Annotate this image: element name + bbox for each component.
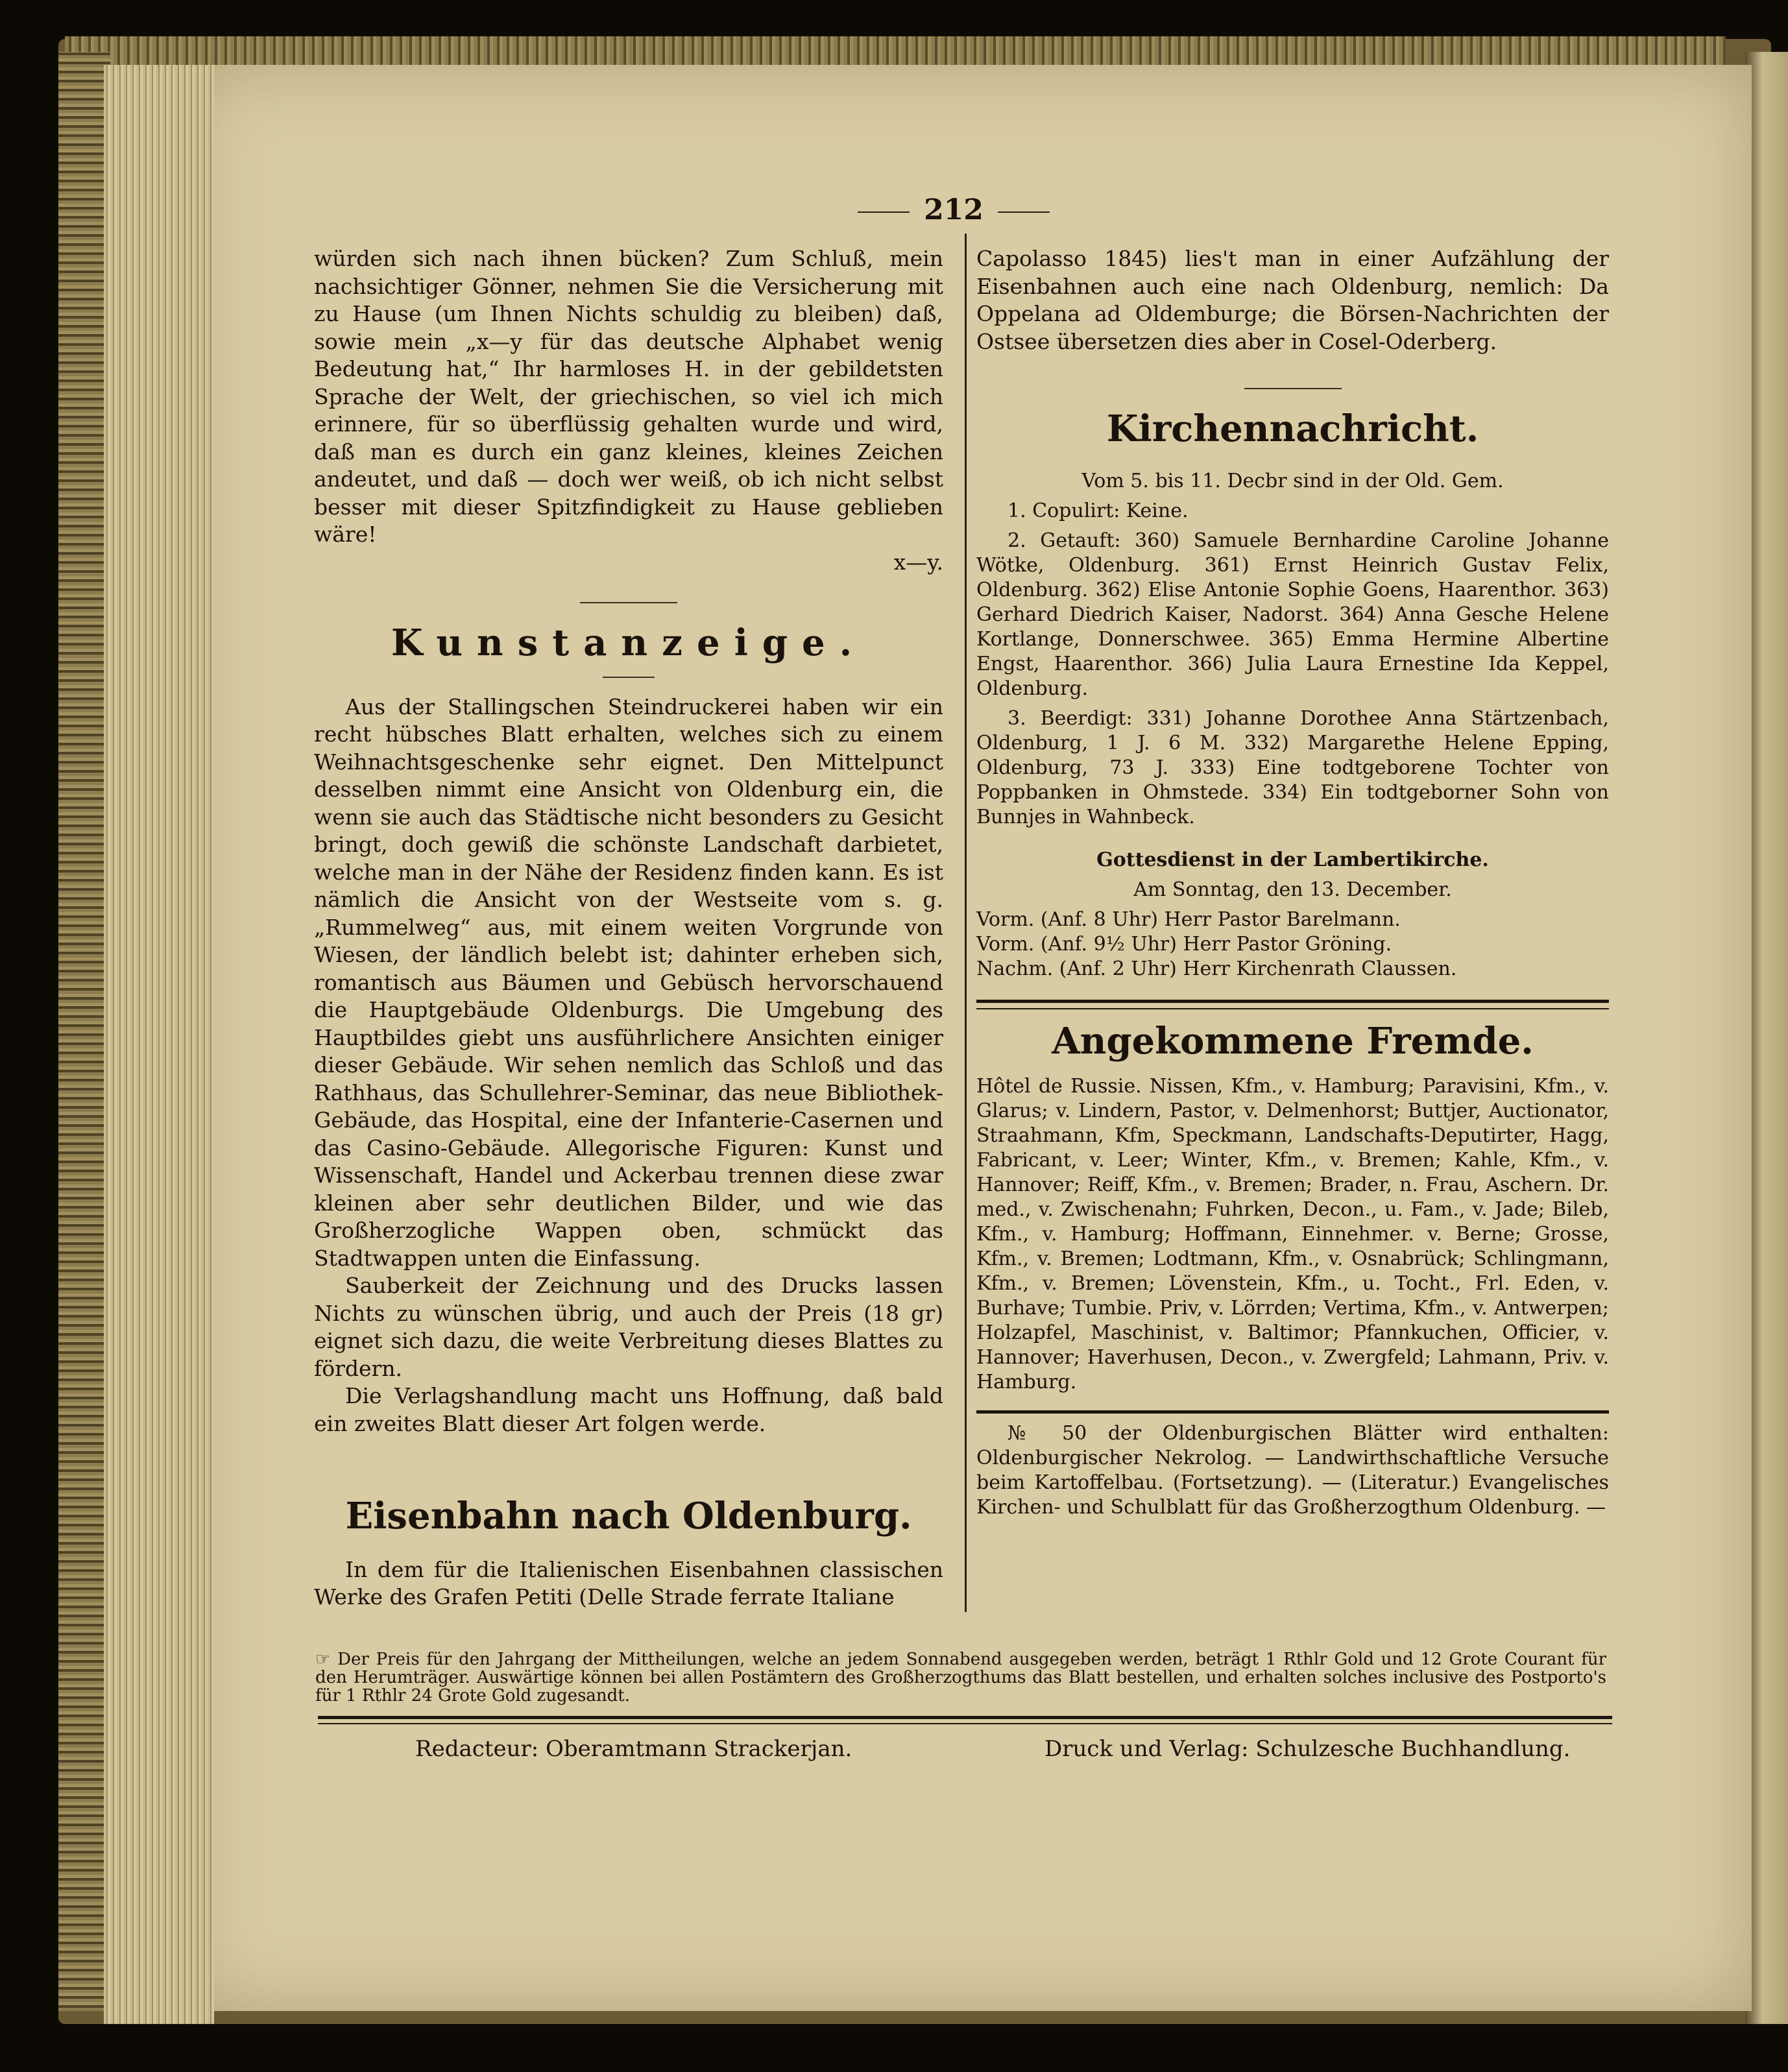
next-issue-note: № 50 der Oldenburgischen Blätter wird enthalten: Oldenburgischer Nekrolog. — Landwirthschaftliche Versuche beim Kartoffelbau. (Fortsetzung). — (Literatur.) Evangelisches Kirchen- und Schulblatt für das Großherzogthum Oldenburg. —	[976, 1422, 1609, 1519]
kopulirt-entry: 1. Copulirt: Keine.	[1008, 499, 1189, 522]
eisenbahn-paragraph: In dem für die Italienischen Eisenbahnen classischen Werke des Grafen Petiti (Delle Strade ferrate Italiane	[314, 1556, 943, 1609]
eisenbahn-continued: Capolasso 1845) lies't man in einer Aufzählung der Eisenbahnen auch eine nach Oldenburg, nemlich: Da Oppelana ad Oldemburge; die Börsen-Nachrichten der Ostsee übersetzen dies aber in Cosel-Oderberg.	[976, 246, 1609, 354]
printer-line: Druck und Verlag: Schulzesche Buchhandlung.	[1045, 1736, 1571, 1762]
section-rule-heavy	[976, 1000, 1609, 1003]
footer-rule-heavy	[318, 1716, 1612, 1719]
gottesdienst-date: Am Sonntag, den 13. December.	[1133, 878, 1452, 901]
fremde-list: Hôtel de Russie. Nissen, Kfm., v. Hamburg; Paravisini, Kfm., v. Glarus; v. Lindern, Pastor, v. Delmenhorst; Buttjer, Auctionator, Straahmann, Kfm, Speckmann, Landschafts-Deputirter, Hagg, Fabricant, v. Leer; Winter, Kfm., v. Bremen; Kahle, Kfm., v. Hannover; Reiff, Kfm., v. Bremen; Brader, n. Frau, Aschern. Dr. med., v. Zwischenahn; Fuhrken, Decon., u. Fam., v. Jade; Bileb, Kfm., v. Hamburg; Hoffmann, Einnehmer. v. Berne; Grosse, Kfm., v. Bremen; Lodtmann, Kfm., v. Osnabrück; Schlingmann, Kfm., v. Bremen; Lövenstein, Kfm., u. Tocht., Frl. Eden, v. Burhave; Tumbie. Priv, v. Lörrden; Vertima, Kfm., v. Antwerpen; Holzapfel, Maschinist, v. Baltimor; Pfannkuchen, Officier, v. Hannover; Haverhusen, Decon., v. Zwergfeld; Lahmann, Priv. v. Hamburg.	[976, 1075, 1609, 1393]
spacer	[314, 1438, 943, 1489]
schedule-row-1: Vorm. (Anf. 8 Uhr) Herr Pastor Barelmann.	[976, 908, 1401, 931]
gilt-top-edge	[65, 36, 1726, 69]
gilt-left-edge	[58, 52, 110, 2011]
section-rule-thin	[976, 1008, 1609, 1009]
kunstanzeige-heading: Kunstanzeige.	[391, 621, 867, 664]
left-column	[314, 245, 943, 1611]
column-divider	[965, 234, 967, 1612]
kunst-paragraph-2: Sauberkeit der Zeichnung und des Drucks lassen Nichts zu wünschen übrig, und auch der Preis (18 gr) eignet sich dazu, die weite Verbreitung dieses Blattes zu fördern.	[314, 1273, 943, 1381]
footer-rule-thin	[318, 1723, 1612, 1724]
editor-line: Redacteur: Oberamtmann Strackerjan.	[415, 1736, 852, 1762]
next-issue-rule	[976, 1410, 1609, 1414]
right-column	[976, 245, 1609, 1520]
subscription-notice: ☞ Der Preis für den Jahrgang der Mittheilungen, welche an jedem Sonnabend ausgegeben werden, beträgt 1 Rthlr Gold und 12 Grote Courant für den Herumträger. Auswärtige können bei allen Postämtern des Großherzogthums das Blatt bestellen, und erhalten solches inclusive des Postporto's für 1 Rthlr 24 Grote Gold zugesandt.	[315, 1650, 1606, 1705]
schedule-row-2: Vorm. (Anf. 9½ Uhr) Herr Pastor Gröning.	[976, 932, 1392, 956]
kunst-paragraph-1: Aus der Stallingschen Steindruckerei haben wir ein recht hübsches Blatt erhalten, welches sich zu einem Weihnachtsgeschenke sehr eignet. Den Mittelpunct desselben nimmt eine Ansicht von Oldenburg ein, die wenn sie auch das Städtische nicht besonders zu Gesicht bringt, doch gewiß die schönste Landschaft darbietet, welche man in der Nähe der Residenz finden kann. Es ist nämlich die Ansicht von der Westseite vom s. g. „Rummelweg“ aus, mit einem weiten Vorgrunde von Wiesen, der ländlich belebt ist; dahinter erheben sich, romantisch aus Bäumen und Gebüsch hervorschauend die Hauptgebäude Oldenburgs. Die Umgebung des Hauptbildes giebt uns ausführlichere Ansichten einiger dieser Gebäude. Wir sehen nemlich das Schloß und das Rathhaus, das Schullehrer-Seminar, das neue Bibliothek-Gebäude, das Hospital, eine der Infanterie-Casernen und das Casino-Gebäude. Allegorische Figuren: Kunst und Wissenschaft, Handel und Ackerbau trennen diese zwar kleinen aber sehr deutlichen Bilder, und wie das Großherzogliche Wappen oben, schmückt das Stadtwappen unten die Einfassung.	[314, 693, 943, 1271]
lead-paragraph: würden sich nach ihnen bücken? Zum Schluß, mein nachsichtiger Gönner, nehmen Sie die Versicherung mit zu Hause (um Ihnen Nichts schuldig zu bleiben) daß, sowie mein „x—y für das deutsche Alphabet wenig Bedeutung hat,“ Ihr harmloses H. in der gebildetsten Sprache der Welt, der griechischen, so viel ich mich erinnere, für so überflüssig gehalten wurde und wird, daß man es durch ein ganz kleines, kleines Zeichen andeutet, und daß — doch wer weiß, ob ich nicht selbst besser mit dieser Spitzfindigkeit zu Hause geblieben wäre!	[314, 246, 943, 547]
page-stack-edge	[104, 65, 214, 2024]
page-number	[824, 193, 1083, 226]
getauft-entry: 2. Getauft: 360) Samuele Bernhardine Caroline Johanne Wötke, Oldenburg. 361) Ernst Heinrich Gustav Felix, Oldenburg. 362) Elise Antonie Sophie Goens, Haarenthor. 363) Gerhard Diedrich Kaiser, Nadorst. 364) Anna Gesche Helene Kortlange, Donnerschwee. 365) Emma Hermine Albertine Engst, Haarenthor. 366) Julia Laura Ernestine Ida Keppel, Oldenburg.	[976, 529, 1609, 700]
lead-signature: x—y.	[893, 549, 943, 575]
section-rule	[1244, 388, 1342, 389]
fremde-heading: Angekommene Fremde.	[1052, 1019, 1534, 1063]
kunst-paragraph-3: Die Verlagshandlung macht uns Hoffnung, daß bald ein zweites Blatt dieser Art folgen werde.	[314, 1383, 943, 1436]
section-rule	[580, 602, 677, 603]
heading-rule	[603, 677, 655, 678]
kirchennachricht-heading: Kirchennachricht.	[1106, 407, 1479, 450]
kirchen-intro: Vom 5. bis 11. Decbr sind in der Old. Gem.	[1081, 469, 1504, 492]
schedule-row-3: Nachm. (Anf. 2 Uhr) Herr Kirchenrath Claussen.	[976, 957, 1457, 980]
gottesdienst-heading: Gottesdienst in der Lambertikirche.	[1096, 848, 1489, 871]
page-number-rule-right	[998, 211, 1050, 213]
eisenbahn-heading: Eisenbahn nach Oldenburg.	[345, 1495, 912, 1537]
page-number-rule-left	[858, 211, 910, 213]
page-number-text: 212	[924, 193, 984, 226]
beerdigt-entry: 3. Beerdigt: 331) Johanne Dorothee Anna Stärtzenbach, Oldenburg, 1 J. 6 M. 332) Margarethe Helene Epping, Oldenburg, 73 J. 333) Eine todtgeborene Tochter von Poppbanken in Ohmstede. 334) Ein todtgeborner Sohn von Bunnjes in Wahnbeck.	[976, 706, 1609, 828]
